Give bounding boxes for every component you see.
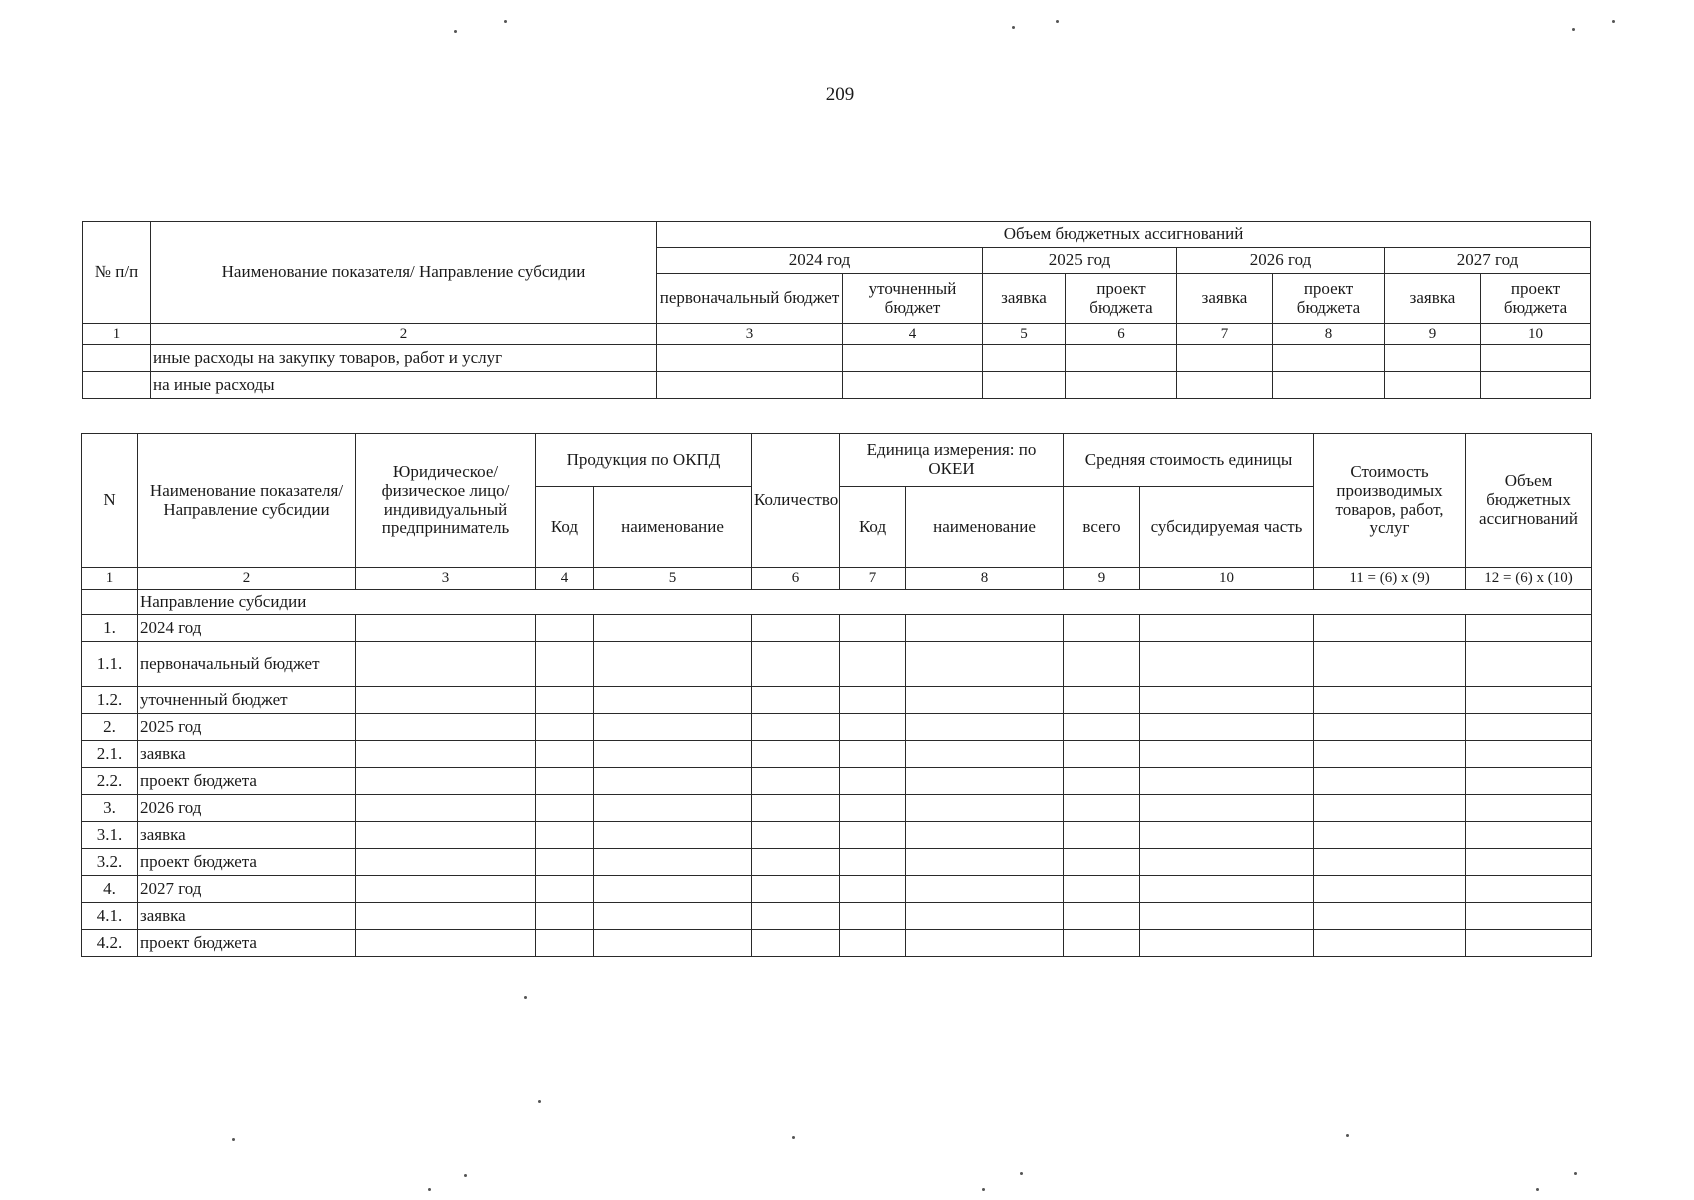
table-cell [594, 768, 752, 795]
scan-speck [1012, 26, 1015, 29]
table-cell [594, 642, 752, 687]
table-cell [906, 642, 1064, 687]
table-cell [83, 372, 151, 399]
section-label: Направление субсидии [138, 590, 1592, 615]
table-cell [1064, 903, 1140, 930]
table-cell [1177, 345, 1273, 372]
column-number: 10 [1140, 568, 1314, 590]
row-number: 4.2. [82, 930, 138, 957]
column-number: 11 = (6) x (9) [1314, 568, 1466, 590]
table-cell [1140, 903, 1314, 930]
header-goods-cost: Стоимость производимых товаров, работ, услуг [1314, 434, 1466, 568]
table-row [82, 822, 1592, 849]
column-number: 12 = (6) x (10) [1466, 568, 1592, 590]
table-cell [1140, 876, 1314, 903]
header-quantity: Количество [752, 434, 840, 568]
header-n: N [82, 434, 138, 568]
table-cell [536, 903, 594, 930]
row-number: 4.1. [82, 903, 138, 930]
scan-speck [792, 1136, 795, 1139]
row-number: 3. [82, 795, 138, 822]
column-number: 1 [83, 324, 151, 345]
table-cell [1385, 372, 1481, 399]
table-cell [752, 687, 840, 714]
table-cell [1466, 741, 1592, 768]
table-row [82, 642, 1592, 687]
column-number: 2 [138, 568, 356, 590]
table-cell [906, 741, 1064, 768]
column-number: 6 [1066, 324, 1177, 345]
header-indicator-name: Наименование показателя/ Направление субсидии [151, 222, 657, 324]
row-label: заявка [138, 903, 356, 930]
header-subsidized-part: субсидируемая часть [1140, 487, 1314, 568]
table-cell [536, 876, 594, 903]
table-cell [536, 714, 594, 741]
subsidy-details-table [81, 433, 1592, 957]
header-year-2025: 2025 год [983, 248, 1177, 274]
row-number: 1.2. [82, 687, 138, 714]
scan-speck [464, 1174, 467, 1177]
table-row [82, 930, 1592, 957]
table-cell [1140, 849, 1314, 876]
table-cell [594, 876, 752, 903]
table-cell [356, 615, 536, 642]
subheader: заявка [983, 274, 1066, 324]
table-cell [1466, 768, 1592, 795]
column-number: 4 [843, 324, 983, 345]
table-cell [840, 687, 906, 714]
table-cell [840, 822, 906, 849]
table-row [82, 768, 1592, 795]
table-cell [536, 642, 594, 687]
table-cell [1314, 615, 1466, 642]
table-cell [356, 768, 536, 795]
scan-speck [1536, 1188, 1539, 1191]
column-number: 5 [594, 568, 752, 590]
table-cell [1466, 714, 1592, 741]
column-number: 9 [1064, 568, 1140, 590]
scan-speck [1574, 1172, 1577, 1175]
table-cell [752, 741, 840, 768]
table-cell [752, 876, 840, 903]
column-number: 6 [752, 568, 840, 590]
header-product-okpd: Продукция по ОКПД [536, 434, 752, 487]
table-cell [536, 795, 594, 822]
table-row [82, 714, 1592, 741]
table-cell [1481, 372, 1591, 399]
scan-speck [454, 30, 457, 33]
table-cell [356, 849, 536, 876]
table-cell [752, 903, 840, 930]
table-cell [1466, 903, 1592, 930]
table-cell [840, 714, 906, 741]
table-cell [83, 345, 151, 372]
table-cell [594, 615, 752, 642]
table-cell [752, 795, 840, 822]
table-cell [536, 930, 594, 957]
table-cell [356, 903, 536, 930]
column-number: 4 [536, 568, 594, 590]
scan-speck [504, 20, 507, 23]
scan-speck [428, 1188, 431, 1191]
row-number: 2. [82, 714, 138, 741]
table-cell [657, 345, 843, 372]
table-cell [1064, 930, 1140, 957]
table-cell [536, 615, 594, 642]
table-cell [1466, 822, 1592, 849]
table-cell [906, 795, 1064, 822]
column-number: 8 [906, 568, 1064, 590]
table-cell [536, 687, 594, 714]
header-entity: Юридическое/физическое лицо/ индивидуальный предприниматель [356, 434, 536, 568]
column-number-row [82, 568, 1592, 590]
subheader: проект бюджета [1066, 274, 1177, 324]
subheader: первоначальный бюджет [657, 274, 843, 324]
header-year-2024: 2024 год [657, 248, 983, 274]
table-cell [1064, 822, 1140, 849]
table-cell [657, 372, 843, 399]
table-cell [356, 687, 536, 714]
table-cell [1314, 876, 1466, 903]
table-cell [1466, 876, 1592, 903]
table-cell [843, 372, 983, 399]
row-label: проект бюджета [138, 849, 356, 876]
table-cell [594, 714, 752, 741]
column-number: 5 [983, 324, 1066, 345]
table-cell [1140, 795, 1314, 822]
section-row [82, 590, 1592, 615]
subheader: заявка [1177, 274, 1273, 324]
row-label: заявка [138, 822, 356, 849]
scan-speck [982, 1188, 985, 1191]
table-cell [1466, 687, 1592, 714]
table-cell [840, 849, 906, 876]
table-cell [983, 372, 1066, 399]
table-cell [1064, 849, 1140, 876]
table-cell [1064, 741, 1140, 768]
column-number: 3 [657, 324, 843, 345]
table-cell [1064, 714, 1140, 741]
table-cell [356, 642, 536, 687]
column-number: 7 [840, 568, 906, 590]
table-row [82, 741, 1592, 768]
row-label: 2025 год [138, 714, 356, 741]
table-cell [752, 930, 840, 957]
table-cell [906, 822, 1064, 849]
table-row [82, 687, 1592, 714]
table-cell [1466, 642, 1592, 687]
table-cell [1314, 930, 1466, 957]
table-cell [356, 795, 536, 822]
scan-speck [1572, 28, 1575, 31]
table-cell [536, 768, 594, 795]
column-number: 3 [356, 568, 536, 590]
table-cell [752, 822, 840, 849]
subheader: уточненный бюджет [843, 274, 983, 324]
page-number: 209 [825, 84, 855, 105]
table-cell [1273, 372, 1385, 399]
scan-speck [232, 1138, 235, 1141]
header-budget-volume: Объем бюджетных ассигнований [657, 222, 1591, 248]
scan-speck [538, 1100, 541, 1103]
table-cell [1314, 741, 1466, 768]
table-cell [1466, 930, 1592, 957]
table-cell [1140, 615, 1314, 642]
table-cell [356, 876, 536, 903]
table-cell [356, 822, 536, 849]
table-cell [536, 741, 594, 768]
table-cell [843, 345, 983, 372]
row-label: 2026 год [138, 795, 356, 822]
row-label: 2027 год [138, 876, 356, 903]
column-number: 8 [1273, 324, 1385, 345]
table-cell [594, 741, 752, 768]
row-label: на иные расходы [151, 372, 657, 399]
row-label: заявка [138, 741, 356, 768]
table-cell [1064, 876, 1140, 903]
table-cell [1140, 741, 1314, 768]
column-number: 10 [1481, 324, 1591, 345]
scan-speck [1056, 20, 1059, 23]
row-label: проект бюджета [138, 768, 356, 795]
row-number: 1.1. [82, 642, 138, 687]
table-cell [1314, 687, 1466, 714]
table-cell [840, 876, 906, 903]
table-cell [906, 849, 1064, 876]
table-cell [906, 687, 1064, 714]
table-cell [752, 849, 840, 876]
table-cell [536, 822, 594, 849]
table-cell [1466, 615, 1592, 642]
column-number-row [83, 324, 1591, 345]
table-cell [1314, 642, 1466, 687]
table-cell [1140, 642, 1314, 687]
table-cell [906, 876, 1064, 903]
row-number: 2.2. [82, 768, 138, 795]
subheader: проект бюджета [1481, 274, 1591, 324]
row-number: 3.1. [82, 822, 138, 849]
table-cell [752, 642, 840, 687]
table-cell [906, 903, 1064, 930]
table-row [82, 615, 1592, 642]
table-cell [594, 822, 752, 849]
table-cell [1064, 795, 1140, 822]
subheader: заявка [1385, 274, 1481, 324]
row-number: 4. [82, 876, 138, 903]
column-number: 2 [151, 324, 657, 345]
header-product-code: Код [536, 487, 594, 568]
table-row [83, 345, 1591, 372]
header-unit-code: Код [840, 487, 906, 568]
row-number: 2.1. [82, 741, 138, 768]
subheader: проект бюджета [1273, 274, 1385, 324]
table-row [82, 849, 1592, 876]
table-cell [752, 768, 840, 795]
table-cell [840, 642, 906, 687]
table-cell [536, 849, 594, 876]
column-number: 1 [82, 568, 138, 590]
table-cell [594, 930, 752, 957]
table-cell [356, 714, 536, 741]
row-number: 1. [82, 615, 138, 642]
header-product-name: наименование [594, 487, 752, 568]
table-cell [906, 615, 1064, 642]
table-cell [1140, 822, 1314, 849]
row-label: уточненный бюджет [138, 687, 356, 714]
header-unit-name: наименование [906, 487, 1064, 568]
column-number: 9 [1385, 324, 1481, 345]
scan-speck [524, 996, 527, 999]
column-number: 7 [1177, 324, 1273, 345]
row-label: 2024 год [138, 615, 356, 642]
table-cell [840, 903, 906, 930]
table-cell [906, 768, 1064, 795]
table-cell [1466, 795, 1592, 822]
table-cell [1064, 768, 1140, 795]
table-cell [1273, 345, 1385, 372]
scan-speck [1020, 1172, 1023, 1175]
table-cell [1314, 795, 1466, 822]
table-cell [1140, 768, 1314, 795]
scan-speck [1346, 1134, 1349, 1137]
table-cell [1064, 687, 1140, 714]
table-row [83, 372, 1591, 399]
table-row [82, 903, 1592, 930]
row-label: первоначальный бюджет [138, 642, 356, 687]
table-cell [594, 903, 752, 930]
table-cell [840, 615, 906, 642]
table-cell [356, 741, 536, 768]
table-cell [1140, 714, 1314, 741]
table-cell [906, 930, 1064, 957]
header-no: № п/п [83, 222, 151, 324]
table-cell [1314, 822, 1466, 849]
table-cell [906, 714, 1064, 741]
header-unit-okei: Единица измерения: по ОКЕИ [840, 434, 1064, 487]
budget-allocations-table [82, 221, 1591, 399]
table-cell [840, 930, 906, 957]
header-year-2027: 2027 год [1385, 248, 1591, 274]
header-total: всего [1064, 487, 1140, 568]
table-cell [356, 930, 536, 957]
table-cell [594, 795, 752, 822]
table-cell [840, 795, 906, 822]
table-cell [1314, 714, 1466, 741]
table-cell [1481, 345, 1591, 372]
table-cell [1066, 372, 1177, 399]
table-cell [1314, 849, 1466, 876]
table-cell [1177, 372, 1273, 399]
table-cell [840, 768, 906, 795]
table-cell [594, 687, 752, 714]
table-cell [82, 590, 138, 615]
table-cell [752, 615, 840, 642]
table-cell [840, 741, 906, 768]
table-cell [594, 849, 752, 876]
scan-speck [1612, 20, 1615, 23]
table-cell [1466, 849, 1592, 876]
row-label: иные расходы на закупку товаров, работ и услуг [151, 345, 657, 372]
header-average-cost: Средняя стоимость единицы [1064, 434, 1314, 487]
table-cell [1140, 930, 1314, 957]
table-cell [752, 714, 840, 741]
table-cell [1314, 768, 1466, 795]
table-cell [983, 345, 1066, 372]
table-cell [1314, 903, 1466, 930]
table-cell [1385, 345, 1481, 372]
table-row [82, 876, 1592, 903]
table-cell [1064, 642, 1140, 687]
table-cell [1140, 687, 1314, 714]
table-cell [1066, 345, 1177, 372]
header-year-2026: 2026 год [1177, 248, 1385, 274]
table-row [82, 795, 1592, 822]
row-label: проект бюджета [138, 930, 356, 957]
header-indicator-name: Наименование показателя/ Направление субсидии [138, 434, 356, 568]
table-cell [1064, 615, 1140, 642]
row-number: 3.2. [82, 849, 138, 876]
header-budget-volume: Объем бюджетных ассигнований [1466, 434, 1592, 568]
